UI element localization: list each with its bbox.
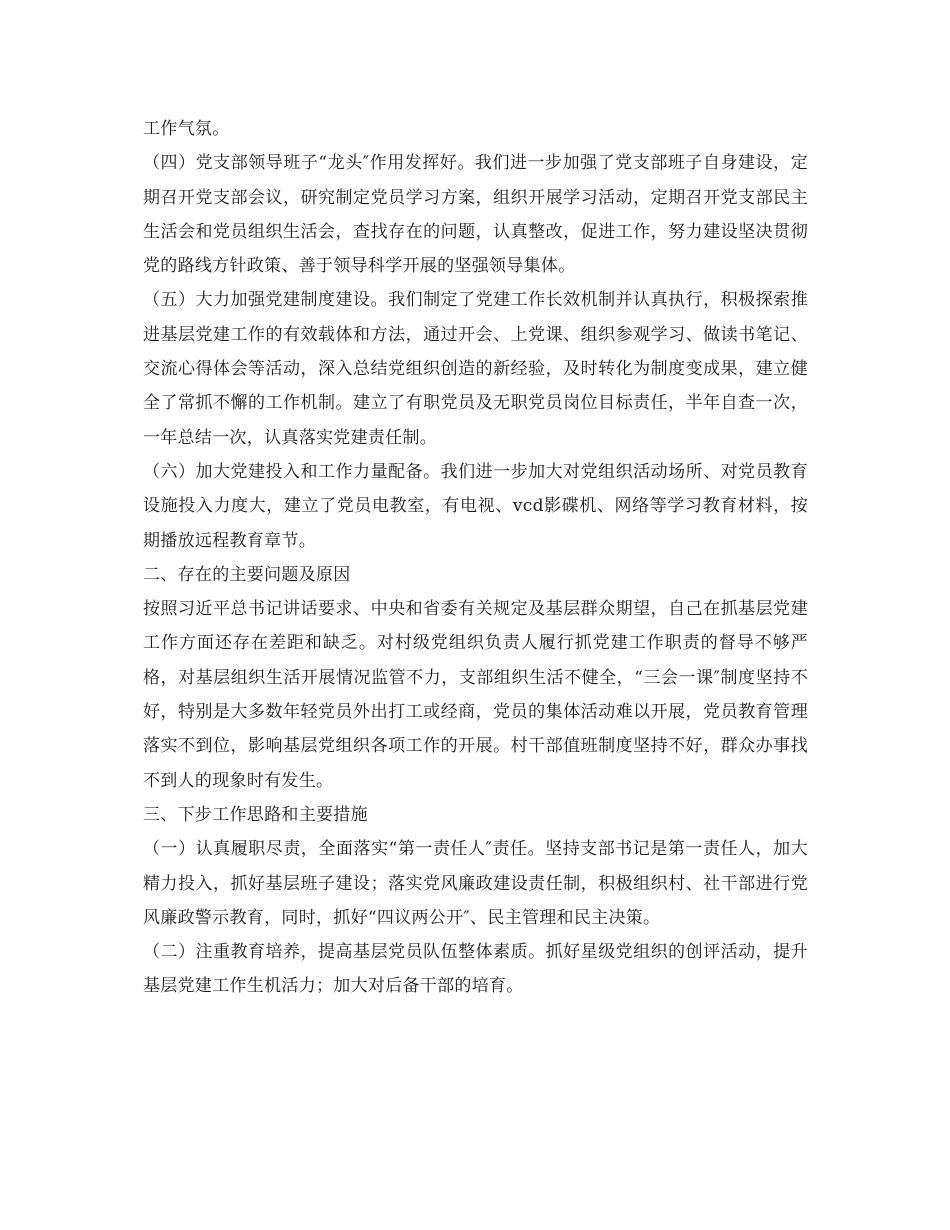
- paragraph-problems: 按照习近平总书记讲话要求、中央和省委有关规定及基层群众期望，自己在抓基层党建工作方面还存在差距和缺乏。对村级党组织负责人履行抓党建工作职责的督导不够严格，对基层组织生活开展情况监管不力，支部组织生活不健全，“三会一课″制度坚持不好，特别是大多数年轻党员外出打工或经商，党员的集体活动难以开展，党员教育管理落实不到位，影响基层党组织各项工作的开展。村干部值班制度坚持不好，群众办事找不到人的现象时有发生。: [143, 599, 808, 791]
- paragraph-measure-2: （二）注重教育培养，提高基层党员队伍整体素质。抓好星级党组织的创评活动，提升基层党建工作生机活力；加大对后备干部的培育。: [143, 942, 808, 997]
- paragraph-item-6: （六）加大党建投入和工作力量配备。我们进一步加大对党组织活动场所、对党员教育设施投入力度大，建立了党员电教室，有电视、vcd影碟机、网络等学习教育材料，按期播放远程教育章节。: [143, 461, 808, 551]
- paragraph-item-5: （五）大力加强党建制度建设。我们制定了党建工作长效机制并认真执行，积极探索推进基层党建工作的有效载体和方法，通过开会、上党课、组织参观学习、做读书笔记、交流心得体会等活动，深入总结党组织创造的新经验，及时转化为制度变成果，建立健全了常抓不懈的工作机制。建立了有职党员及无职党员岗位目标责任，半年自查一次，一年总结一次，认真落实党建责任制。: [143, 290, 808, 448]
- paragraph-closing-fragment: 工作气氛。: [143, 119, 230, 139]
- document-body: [143, 112, 808, 1004]
- section-heading-2: 二、存在的主要问题及原因: [143, 564, 351, 585]
- paragraph-measure-1: （一）认真履职尽责，全面落实“第一责任人″责任。坚持支部书记是第一责任人，加大精力投入，抓好基层班子建设；落实党风廉政建设责任制，积极组织村、社干部进行党风廉政警示教育，同时，抓好“四议两公开″、民主管理和民主决策。: [143, 839, 808, 928]
- paragraph-item-4: （四）党支部领导班子“龙头″作用发挥好。我们进一步加强了党支部班子自身建设，定期召开党支部会议，研究制定党员学习方案，组织开展学习活动，定期召开党支部民主生活会和党员组织生活会，查找存在的问题，认真整改，促进工作，努力建设坚决贯彻党的路线方针政策、善于领导科学开展的坚强领导集体。: [143, 153, 808, 277]
- section-heading-3: 三、下步工作思路和主要措施: [143, 804, 368, 825]
